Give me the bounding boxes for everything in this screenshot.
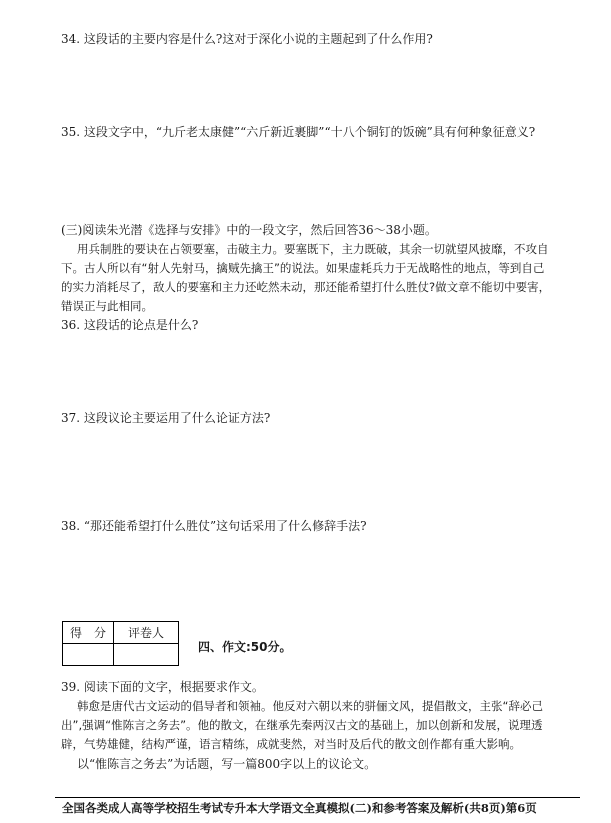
- essay-prompt: 以“惟陈言之务去”为话题，写一篇800字以上的议论文。: [77, 757, 377, 771]
- passage-line-2: 下。古人所以有“射人先射马，擒贼先擒王”的说法。如果虚耗兵力于无战略性的地点，等到自己: [61, 261, 545, 275]
- passage-line-1: 用兵制胜的要诀在占领要塞，击破主力。要塞既下，主力既破，其余一切就望风披靡，不攻自: [77, 242, 549, 256]
- score-header: 得 分: [63, 622, 114, 644]
- question-36: 36. 这段话的论点是什么?: [61, 318, 199, 332]
- grader-cell: [114, 644, 179, 666]
- question-39-intro: 39. 阅读下面的文字，根据要求作文。: [61, 680, 264, 694]
- footer-divider: [55, 797, 580, 798]
- essay-text-line-1: 韩愈是唐代古文运动的倡导者和领袖。他反对六朝以来的骈俪文风，提倡散文，主张“辞必己: [77, 699, 543, 713]
- passage-line-3: 的实力消耗尽了，敌人的要塞和主力还屹然未动，那还能希望打什么胜仗?做文章不能切中要害，: [61, 280, 551, 294]
- question-35: 35. 这段文字中，“九斤老太康健”“六斤新近裹脚”“十八个铜钉的饭碗”具有何种象征意义?: [61, 125, 536, 139]
- question-37: 37. 这段议论主要运用了什么论证方法?: [61, 411, 271, 425]
- essay-heading: 四、作文:50分。: [198, 640, 292, 654]
- score-table: [62, 621, 179, 666]
- essay-text-line-2: 出”,强调“惟陈言之务去”。他的散文，在继承先秦两汉古文的基础上，加以创新和发展，说理透: [61, 718, 543, 732]
- grader-header: 评卷人: [114, 622, 179, 644]
- section-3-intro: (三)阅读朱光潜《选择与安排》中的一段文字，然后回答36～38小题。: [61, 223, 437, 237]
- question-38: 38. “那还能希望打什么胜仗”这句话采用了什么修辞手法?: [61, 519, 367, 533]
- page-footer: 全国各类成人高等学校招生考试专升本大学语文全真模拟(二)和参考答案及解析(共8页)第6页: [62, 801, 537, 815]
- passage-line-4: 错误正与此相同。: [61, 299, 153, 313]
- score-cell: [63, 644, 114, 666]
- question-34: 34. 这段话的主要内容是什么?这对于深化小说的主题起到了什么作用?: [61, 32, 433, 46]
- essay-text-line-3: 辟，气势雄健，结构严谨，语言精练，成就斐然，对当时及后代的散文创作都有重大影响。: [61, 737, 521, 751]
